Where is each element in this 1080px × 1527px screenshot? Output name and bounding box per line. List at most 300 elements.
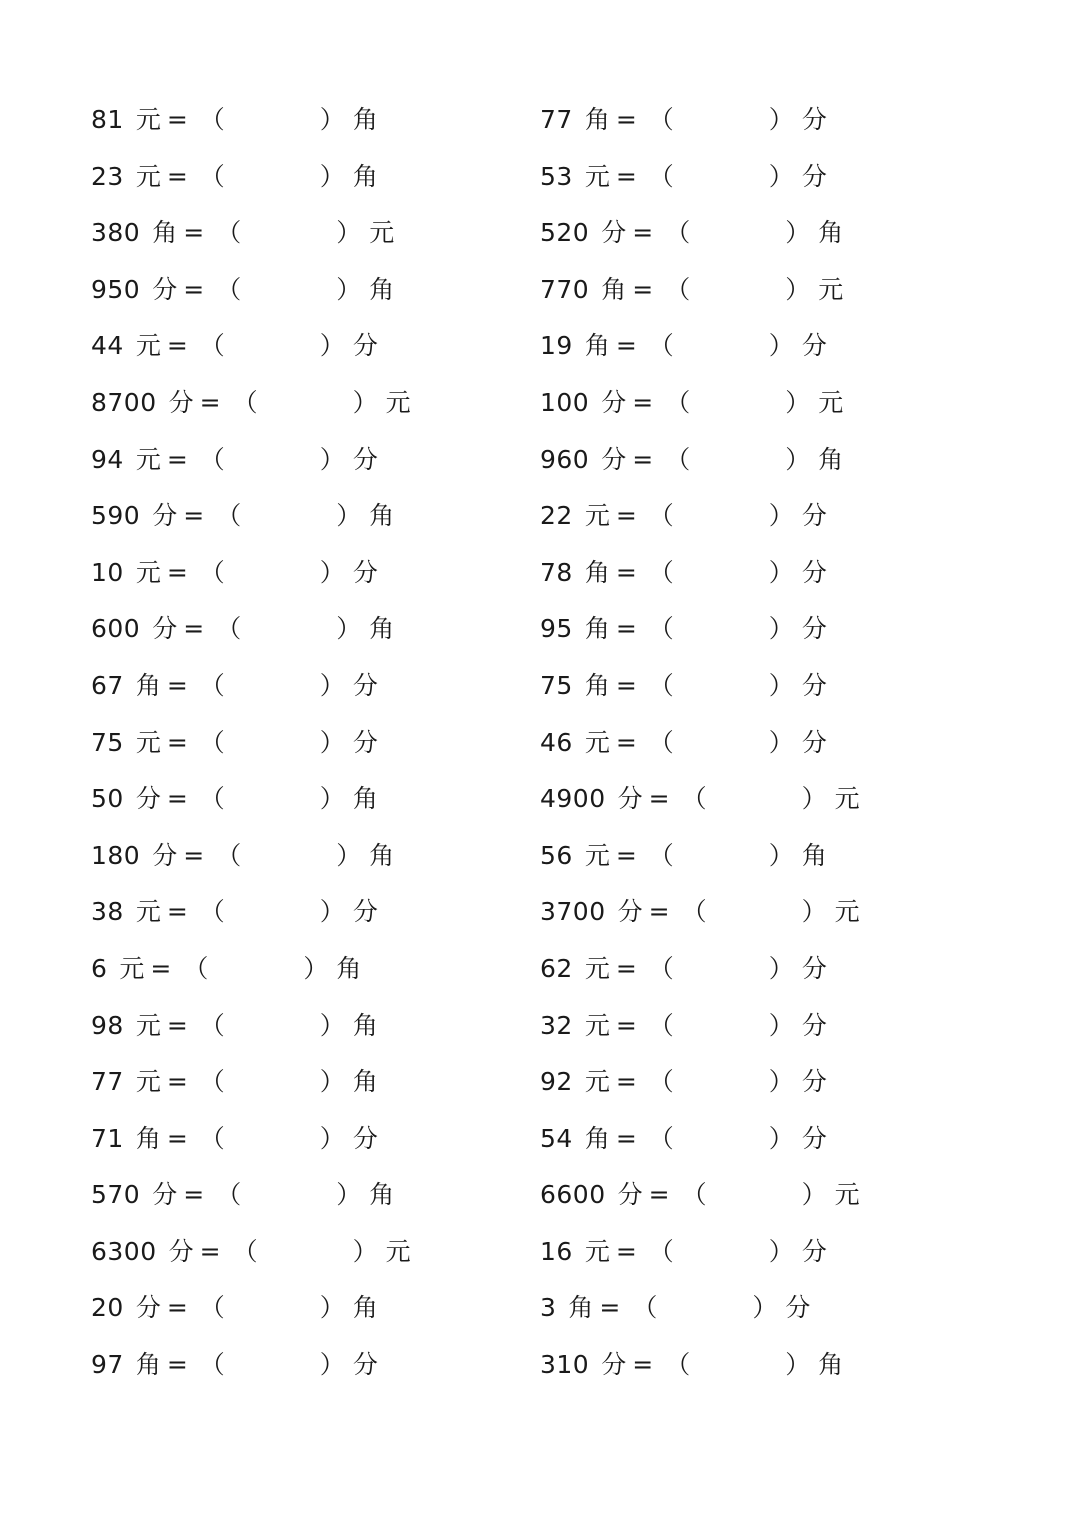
problem-close-paren: ） bbox=[768, 501, 794, 531]
conversion-problem-right-2 bbox=[540, 149, 980, 206]
problem-to-unit: 分 bbox=[801, 670, 827, 700]
problem-from-unit: 分 bbox=[601, 387, 627, 417]
problem-equals-sign: = bbox=[166, 1293, 188, 1323]
problem-equals-sign: = bbox=[166, 1123, 188, 1153]
problem-close-paren: ） bbox=[801, 784, 827, 814]
problem-open-paren: （ bbox=[648, 840, 674, 870]
problem-to-unit: 元 bbox=[834, 784, 860, 814]
conversion-problem-left-5 bbox=[91, 318, 531, 375]
problem-amount: 78 bbox=[540, 557, 573, 587]
problem-to-unit: 角 bbox=[818, 444, 844, 474]
conversion-problem-left-18 bbox=[91, 1054, 531, 1111]
problem-close-paren: ） bbox=[319, 784, 345, 814]
problem-close-paren: ） bbox=[319, 105, 345, 134]
problem-close-paren: ） bbox=[768, 840, 794, 870]
problem-to-unit: 角 bbox=[352, 161, 378, 191]
problem-from-unit: 分 bbox=[168, 1236, 194, 1266]
problem-to-unit: 分 bbox=[801, 161, 827, 191]
problem-from-unit: 元 bbox=[119, 953, 145, 983]
problem-close-paren: ） bbox=[319, 331, 345, 361]
conversion-problem-right-9 bbox=[540, 545, 980, 602]
problem-to-unit: 角 bbox=[369, 840, 395, 870]
conversion-problem-right-11 bbox=[540, 658, 980, 715]
problem-from-unit: 分 bbox=[617, 784, 643, 814]
problem-equals-sign: = bbox=[632, 1350, 654, 1380]
problem-from-unit: 元 bbox=[584, 840, 610, 870]
problem-close-paren: ） bbox=[801, 897, 827, 927]
conversion-problem-right-3 bbox=[540, 205, 980, 262]
problem-from-unit: 元 bbox=[135, 727, 161, 757]
problem-equals-sign: = bbox=[615, 953, 637, 983]
problem-to-unit: 分 bbox=[801, 557, 827, 587]
problem-open-paren: （ bbox=[665, 1350, 691, 1380]
problem-from-unit: 角 bbox=[584, 670, 610, 700]
problem-equals-sign: = bbox=[615, 670, 637, 700]
problem-amount: 95 bbox=[540, 614, 573, 644]
problem-equals-sign: = bbox=[183, 1180, 205, 1210]
problem-to-unit: 分 bbox=[801, 1123, 827, 1153]
problem-equals-sign: = bbox=[615, 1123, 637, 1153]
conversion-problem-left-3 bbox=[91, 205, 531, 262]
problem-from-unit: 元 bbox=[584, 501, 610, 531]
conversion-problem-left-9 bbox=[91, 545, 531, 602]
problem-from-unit: 元 bbox=[584, 727, 610, 757]
problem-equals-sign: = bbox=[615, 614, 637, 644]
problem-amount: 4900 bbox=[540, 784, 606, 814]
problem-equals-sign: = bbox=[166, 897, 188, 927]
problem-open-paren: （ bbox=[199, 1123, 225, 1153]
conversion-problem-left-10 bbox=[91, 601, 531, 658]
problem-from-unit: 元 bbox=[135, 1010, 161, 1040]
problem-from-unit: 分 bbox=[152, 274, 178, 304]
problem-equals-sign: = bbox=[632, 218, 654, 248]
problem-from-unit: 角 bbox=[601, 274, 627, 304]
problem-amount: 46 bbox=[540, 727, 573, 757]
problem-equals-sign: = bbox=[183, 501, 205, 531]
problem-to-unit: 分 bbox=[801, 1067, 827, 1097]
problem-close-paren: ） bbox=[768, 727, 794, 757]
problem-from-unit: 元 bbox=[584, 1067, 610, 1097]
problem-amount: 3 bbox=[540, 1293, 557, 1323]
problem-from-unit: 角 bbox=[584, 331, 610, 361]
problem-amount: 44 bbox=[91, 331, 124, 361]
problem-amount: 6600 bbox=[540, 1180, 606, 1210]
problem-close-paren: ） bbox=[319, 557, 345, 587]
problem-from-unit: 角 bbox=[152, 218, 178, 248]
problem-close-paren: ） bbox=[768, 105, 794, 134]
conversion-problem-right-6 bbox=[540, 375, 980, 432]
problem-equals-sign: = bbox=[199, 1236, 221, 1266]
problem-to-unit: 分 bbox=[352, 557, 378, 587]
conversion-problem-right-22 bbox=[540, 1280, 980, 1337]
problem-equals-sign: = bbox=[648, 897, 670, 927]
problem-from-unit: 分 bbox=[168, 387, 194, 417]
conversion-problem-left-20 bbox=[91, 1167, 531, 1224]
problem-open-paren: （ bbox=[199, 161, 225, 191]
problem-open-paren: （ bbox=[648, 501, 674, 531]
problem-to-unit: 元 bbox=[818, 274, 844, 304]
problem-open-paren: （ bbox=[648, 161, 674, 191]
problem-to-unit: 元 bbox=[369, 218, 395, 248]
problem-to-unit: 角 bbox=[336, 953, 362, 983]
problem-close-paren: ） bbox=[785, 274, 811, 304]
problem-equals-sign: = bbox=[150, 953, 172, 983]
problem-amount: 10 bbox=[91, 557, 124, 587]
problem-open-paren: （ bbox=[216, 218, 242, 248]
problem-open-paren: （ bbox=[648, 1010, 674, 1040]
problem-open-paren: （ bbox=[681, 784, 707, 814]
problem-close-paren: ） bbox=[768, 1123, 794, 1153]
problem-from-unit: 元 bbox=[584, 1236, 610, 1266]
problem-from-unit: 元 bbox=[135, 897, 161, 927]
problem-amount: 570 bbox=[91, 1180, 141, 1210]
problem-open-paren: （ bbox=[199, 1293, 225, 1323]
problem-amount: 590 bbox=[91, 501, 141, 531]
problem-equals-sign: = bbox=[166, 105, 188, 134]
problem-amount: 53 bbox=[540, 161, 573, 191]
problem-equals-sign: = bbox=[166, 161, 188, 191]
problem-open-paren: （ bbox=[199, 1067, 225, 1097]
problem-to-unit: 角 bbox=[352, 1067, 378, 1097]
problem-amount: 950 bbox=[91, 274, 141, 304]
problem-amount: 20 bbox=[91, 1293, 124, 1323]
problem-from-unit: 角 bbox=[584, 557, 610, 587]
problem-amount: 50 bbox=[91, 784, 124, 814]
problem-close-paren: ） bbox=[352, 1236, 378, 1266]
conversion-problem-left-2 bbox=[91, 149, 531, 206]
problem-amount: 75 bbox=[540, 670, 573, 700]
problem-open-paren: （ bbox=[648, 614, 674, 644]
problem-column-right bbox=[540, 92, 980, 1394]
problem-from-unit: 角 bbox=[584, 1123, 610, 1153]
problem-from-unit: 角 bbox=[135, 1123, 161, 1153]
problem-equals-sign: = bbox=[199, 387, 221, 417]
conversion-problem-right-23 bbox=[540, 1337, 980, 1394]
problem-equals-sign: = bbox=[615, 105, 637, 134]
problem-from-unit: 元 bbox=[584, 161, 610, 191]
conversion-problem-right-5 bbox=[540, 318, 980, 375]
problem-open-paren: （ bbox=[199, 105, 225, 134]
conversion-problem-right-20 bbox=[540, 1167, 980, 1224]
problem-close-paren: ） bbox=[336, 1180, 362, 1210]
problem-equals-sign: = bbox=[166, 1350, 188, 1380]
problem-amount: 94 bbox=[91, 444, 124, 474]
problem-to-unit: 分 bbox=[801, 331, 827, 361]
problem-equals-sign: = bbox=[166, 1010, 188, 1040]
problem-from-unit: 分 bbox=[152, 840, 178, 870]
problem-equals-sign: = bbox=[166, 557, 188, 587]
problem-amount: 960 bbox=[540, 444, 590, 474]
problem-amount: 520 bbox=[540, 218, 590, 248]
problem-to-unit: 元 bbox=[834, 897, 860, 927]
problem-amount: 8700 bbox=[91, 387, 157, 417]
problem-to-unit: 角 bbox=[352, 1293, 378, 1323]
problem-close-paren: ） bbox=[768, 1236, 794, 1266]
problem-close-paren: ） bbox=[785, 218, 811, 248]
problem-equals-sign: = bbox=[166, 670, 188, 700]
conversion-problem-right-15 bbox=[540, 884, 980, 941]
problem-equals-sign: = bbox=[615, 501, 637, 531]
problem-open-paren: （ bbox=[232, 387, 258, 417]
problem-equals-sign: = bbox=[615, 557, 637, 587]
problem-equals-sign: = bbox=[183, 274, 205, 304]
problem-amount: 77 bbox=[540, 105, 573, 134]
problem-amount: 310 bbox=[540, 1350, 590, 1380]
conversion-problem-right-1 bbox=[540, 92, 980, 149]
problem-from-unit: 角 bbox=[135, 670, 161, 700]
conversion-problem-right-8 bbox=[540, 488, 980, 545]
problem-open-paren: （ bbox=[216, 274, 242, 304]
problem-amount: 97 bbox=[91, 1350, 124, 1380]
conversion-problem-left-17 bbox=[91, 998, 531, 1055]
problem-to-unit: 分 bbox=[801, 614, 827, 644]
problem-close-paren: ） bbox=[319, 1010, 345, 1040]
problem-amount: 54 bbox=[540, 1123, 573, 1153]
problem-to-unit: 分 bbox=[352, 897, 378, 927]
problem-from-unit: 元 bbox=[135, 161, 161, 191]
problem-from-unit: 分 bbox=[601, 444, 627, 474]
conversion-problem-right-19 bbox=[540, 1111, 980, 1168]
problem-open-paren: （ bbox=[216, 840, 242, 870]
problem-close-paren: ） bbox=[319, 161, 345, 191]
problem-amount: 32 bbox=[540, 1010, 573, 1040]
problem-to-unit: 角 bbox=[352, 1010, 378, 1040]
problem-equals-sign: = bbox=[615, 840, 637, 870]
problem-from-unit: 分 bbox=[617, 1180, 643, 1210]
problem-amount: 100 bbox=[540, 387, 590, 417]
problem-to-unit: 角 bbox=[369, 1180, 395, 1210]
problem-close-paren: ） bbox=[319, 1123, 345, 1153]
problem-equals-sign: = bbox=[183, 614, 205, 644]
problem-open-paren: （ bbox=[648, 1067, 674, 1097]
problem-open-paren: （ bbox=[199, 331, 225, 361]
problem-to-unit: 分 bbox=[352, 444, 378, 474]
problem-equals-sign: = bbox=[615, 331, 637, 361]
conversion-problem-left-21 bbox=[91, 1224, 531, 1281]
problem-amount: 19 bbox=[540, 331, 573, 361]
problem-equals-sign: = bbox=[166, 331, 188, 361]
problem-to-unit: 分 bbox=[352, 331, 378, 361]
conversion-problem-left-4 bbox=[91, 262, 531, 319]
problem-amount: 77 bbox=[91, 1067, 124, 1097]
problem-to-unit: 分 bbox=[352, 1350, 378, 1380]
problem-column-left bbox=[91, 92, 531, 1394]
problem-amount: 98 bbox=[91, 1010, 124, 1040]
problem-open-paren: （ bbox=[199, 444, 225, 474]
conversion-problem-right-12 bbox=[540, 715, 980, 772]
conversion-problem-left-1 bbox=[91, 92, 531, 149]
problem-equals-sign: = bbox=[183, 218, 205, 248]
problem-to-unit: 元 bbox=[818, 387, 844, 417]
problem-equals-sign: = bbox=[166, 727, 188, 757]
problem-from-unit: 角 bbox=[584, 614, 610, 644]
problem-to-unit: 角 bbox=[352, 784, 378, 814]
problem-equals-sign: = bbox=[166, 784, 188, 814]
problem-close-paren: ） bbox=[785, 387, 811, 417]
problem-close-paren: ） bbox=[319, 670, 345, 700]
problem-close-paren: ） bbox=[768, 670, 794, 700]
problem-close-paren: ） bbox=[768, 614, 794, 644]
problem-open-paren: （ bbox=[216, 501, 242, 531]
problem-open-paren: （ bbox=[648, 557, 674, 587]
problem-close-paren: ） bbox=[785, 1350, 811, 1380]
conversion-problem-left-22 bbox=[91, 1280, 531, 1337]
problem-close-paren: ） bbox=[319, 1293, 345, 1323]
problem-amount: 75 bbox=[91, 727, 124, 757]
problem-to-unit: 分 bbox=[801, 501, 827, 531]
problem-from-unit: 分 bbox=[152, 501, 178, 531]
problem-equals-sign: = bbox=[615, 1236, 637, 1266]
problem-close-paren: ） bbox=[336, 840, 362, 870]
conversion-problem-right-4 bbox=[540, 262, 980, 319]
problem-equals-sign: = bbox=[648, 784, 670, 814]
problem-open-paren: （ bbox=[665, 444, 691, 474]
problem-to-unit: 分 bbox=[801, 727, 827, 757]
conversion-problem-left-23 bbox=[91, 1337, 531, 1394]
problem-amount: 380 bbox=[91, 218, 141, 248]
problem-from-unit: 元 bbox=[135, 331, 161, 361]
conversion-problem-left-13 bbox=[91, 771, 531, 828]
problem-to-unit: 角 bbox=[801, 840, 827, 870]
problem-close-paren: ） bbox=[319, 1067, 345, 1097]
problem-open-paren: （ bbox=[648, 105, 674, 134]
problem-amount: 38 bbox=[91, 897, 124, 927]
problem-close-paren: ） bbox=[752, 1293, 778, 1323]
problem-from-unit: 元 bbox=[135, 105, 161, 134]
problem-open-paren: （ bbox=[648, 727, 674, 757]
conversion-problem-right-13 bbox=[540, 771, 980, 828]
problem-open-paren: （ bbox=[648, 1236, 674, 1266]
problem-open-paren: （ bbox=[216, 614, 242, 644]
problem-open-paren: （ bbox=[648, 1123, 674, 1153]
conversion-problem-right-7 bbox=[540, 432, 980, 489]
problem-open-paren: （ bbox=[665, 274, 691, 304]
problem-open-paren: （ bbox=[648, 670, 674, 700]
problem-amount: 56 bbox=[540, 840, 573, 870]
problem-equals-sign: = bbox=[599, 1293, 621, 1323]
problem-close-paren: ） bbox=[336, 614, 362, 644]
problem-amount: 71 bbox=[91, 1123, 124, 1153]
conversion-problem-left-8 bbox=[91, 488, 531, 545]
problem-open-paren: （ bbox=[632, 1293, 658, 1323]
problem-close-paren: ） bbox=[768, 1067, 794, 1097]
problem-to-unit: 分 bbox=[801, 1236, 827, 1266]
problem-equals-sign: = bbox=[166, 444, 188, 474]
problem-open-paren: （ bbox=[199, 670, 225, 700]
conversion-problem-left-6 bbox=[91, 375, 531, 432]
problem-to-unit: 分 bbox=[785, 1293, 811, 1323]
problem-open-paren: （ bbox=[665, 218, 691, 248]
problem-amount: 22 bbox=[540, 501, 573, 531]
problem-to-unit: 分 bbox=[352, 670, 378, 700]
problem-close-paren: ） bbox=[768, 161, 794, 191]
problem-close-paren: ） bbox=[768, 953, 794, 983]
problem-open-paren: （ bbox=[199, 1350, 225, 1380]
problem-close-paren: ） bbox=[801, 1180, 827, 1210]
conversion-problem-left-11 bbox=[91, 658, 531, 715]
problem-to-unit: 分 bbox=[801, 953, 827, 983]
problem-amount: 770 bbox=[540, 274, 590, 304]
conversion-problem-right-10 bbox=[540, 601, 980, 658]
conversion-problem-left-19 bbox=[91, 1111, 531, 1168]
problem-amount: 67 bbox=[91, 670, 124, 700]
problem-from-unit: 角 bbox=[584, 105, 610, 134]
problem-close-paren: ） bbox=[785, 444, 811, 474]
problem-equals-sign: = bbox=[632, 274, 654, 304]
problem-amount: 6 bbox=[91, 953, 108, 983]
problem-close-paren: ） bbox=[319, 727, 345, 757]
problem-equals-sign: = bbox=[615, 1010, 637, 1040]
problem-to-unit: 角 bbox=[369, 501, 395, 531]
conversion-problem-left-16 bbox=[91, 941, 531, 998]
problem-to-unit: 分 bbox=[801, 1010, 827, 1040]
problem-to-unit: 角 bbox=[818, 1350, 844, 1380]
problem-amount: 92 bbox=[540, 1067, 573, 1097]
problem-open-paren: （ bbox=[199, 897, 225, 927]
conversion-problem-left-14 bbox=[91, 828, 531, 885]
problem-close-paren: ） bbox=[303, 953, 329, 983]
problem-close-paren: ） bbox=[336, 501, 362, 531]
problem-amount: 600 bbox=[91, 614, 141, 644]
problem-amount: 180 bbox=[91, 840, 141, 870]
problem-close-paren: ） bbox=[319, 897, 345, 927]
problem-open-paren: （ bbox=[681, 897, 707, 927]
problem-from-unit: 元 bbox=[135, 557, 161, 587]
problem-to-unit: 角 bbox=[352, 105, 378, 134]
problem-equals-sign: = bbox=[632, 444, 654, 474]
problem-from-unit: 分 bbox=[601, 1350, 627, 1380]
problem-from-unit: 角 bbox=[135, 1350, 161, 1380]
problem-to-unit: 角 bbox=[369, 614, 395, 644]
problem-equals-sign: = bbox=[615, 727, 637, 757]
problem-to-unit: 分 bbox=[352, 1123, 378, 1153]
problem-open-paren: （ bbox=[199, 784, 225, 814]
problem-open-paren: （ bbox=[648, 331, 674, 361]
problem-close-paren: ） bbox=[319, 444, 345, 474]
problem-amount: 16 bbox=[540, 1236, 573, 1266]
problem-amount: 6300 bbox=[91, 1236, 157, 1266]
conversion-problem-right-21 bbox=[540, 1224, 980, 1281]
problem-from-unit: 元 bbox=[584, 1010, 610, 1040]
problem-equals-sign: = bbox=[615, 161, 637, 191]
problem-open-paren: （ bbox=[232, 1236, 258, 1266]
conversion-problem-left-12 bbox=[91, 715, 531, 772]
problem-amount: 81 bbox=[91, 105, 124, 134]
problem-close-paren: ） bbox=[336, 218, 362, 248]
problem-equals-sign: = bbox=[632, 387, 654, 417]
problem-from-unit: 分 bbox=[601, 218, 627, 248]
problem-to-unit: 元 bbox=[834, 1180, 860, 1210]
conversion-problem-right-17 bbox=[540, 998, 980, 1055]
problem-amount: 23 bbox=[91, 161, 124, 191]
problem-to-unit: 元 bbox=[385, 1236, 411, 1266]
problem-open-paren: （ bbox=[199, 1010, 225, 1040]
problem-close-paren: ） bbox=[768, 331, 794, 361]
problem-open-paren: （ bbox=[199, 557, 225, 587]
problem-from-unit: 角 bbox=[568, 1293, 594, 1323]
problem-equals-sign: = bbox=[615, 1067, 637, 1097]
problem-from-unit: 分 bbox=[135, 784, 161, 814]
problem-close-paren: ） bbox=[336, 274, 362, 304]
problem-amount: 62 bbox=[540, 953, 573, 983]
conversion-problem-left-7 bbox=[91, 432, 531, 489]
problem-open-paren: （ bbox=[665, 387, 691, 417]
problem-equals-sign: = bbox=[166, 1067, 188, 1097]
problem-open-paren: （ bbox=[216, 1180, 242, 1210]
problem-close-paren: ） bbox=[352, 387, 378, 417]
problem-to-unit: 角 bbox=[818, 218, 844, 248]
problem-from-unit: 分 bbox=[135, 1293, 161, 1323]
